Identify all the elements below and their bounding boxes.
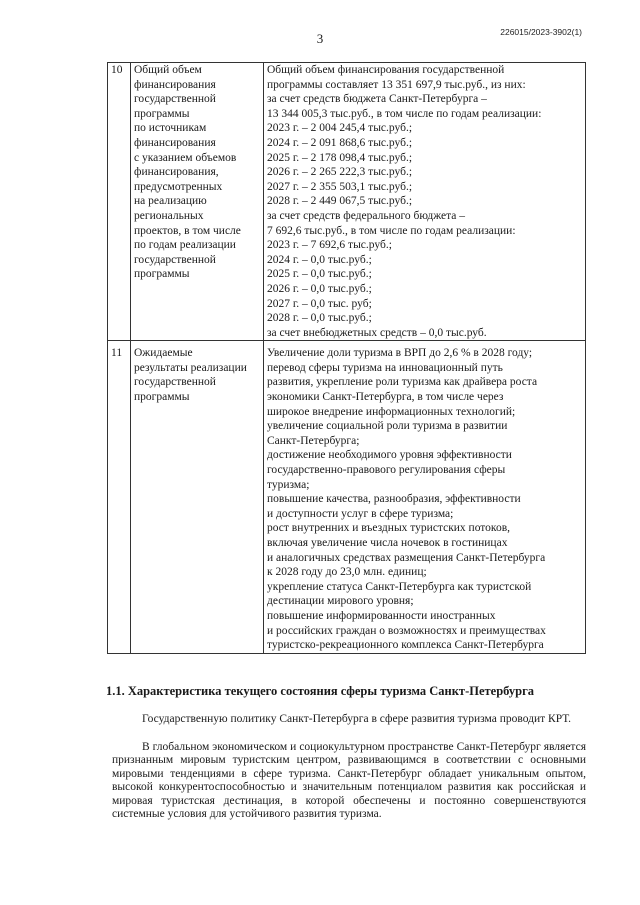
parameter-name-line: Ожидаемые (134, 347, 193, 360)
page-number: 3 (316, 31, 324, 46)
parameter-value-line: туристско-рекреационного комплекса Санкт-Петербурга (267, 639, 544, 652)
parameter-value-line: 2028 г. – 0,0 тыс.руб.; (267, 312, 372, 325)
document-registration-number: 226015/2023-3902(1) (500, 27, 582, 37)
parameter-name-line: Общий объем (134, 64, 202, 76)
parameter-name-line: финансирования (134, 78, 216, 91)
table-row (108, 341, 586, 653)
parameter-name-line: проектов, в том числе (134, 224, 241, 237)
parameter-name-line: финансирования, (134, 166, 219, 179)
parameter-value-line: перевод сферы туризма на инновационный путь (267, 361, 503, 374)
parameter-name-line: программы (134, 107, 190, 120)
parameter-value-line: за счет средств бюджета Санкт-Петербурга – (267, 93, 487, 106)
parameter-name-line: предусмотренных (134, 180, 223, 193)
parameter-value-line: Общий объем финансирования государственной (267, 64, 505, 76)
parameter-name-line: финансирования (134, 136, 216, 149)
parameter-value-cell (264, 341, 586, 653)
paragraph-2-text: В глобальном экономическом и социокультурном пространстве Санкт-Петербург является признанным мировым туристским центром, развивающимся в соответствии с основными мировыми тенденциями в сфере туризма. Санкт-Петербург обладает уникальным опытом, высокой конкурентоспособностью и значительным потенциалом развития как российская и мировая туристская дестинация, в которой обеспечены и постоянно совершенствуются системные условия для устойчивого развития туризма. (112, 741, 586, 821)
parameter-value-line: туризма; (267, 478, 310, 491)
table-row (108, 63, 586, 341)
parameter-value-line: 2025 г. – 2 178 098,4 тыс.руб.; (267, 151, 413, 164)
parameter-value-line: дестинации мирового уровня; (267, 595, 414, 608)
parameter-name-line: региональных (134, 209, 204, 222)
parameter-name-line: по годам реализации (134, 239, 236, 252)
passport-table-body (108, 63, 586, 654)
parameter-value-line: повышение информированности иностранных (267, 609, 496, 622)
parameter-value-line: включая увеличение числа ночевок в гостиницах (267, 537, 508, 549)
parameter-value-line: и российских граждан о возможностях и преимуществах (267, 624, 546, 637)
parameter-value-line: 2023 г. – 2 004 245,4 тыс.руб.; (267, 122, 413, 135)
parameter-name-line: программы (134, 268, 190, 281)
parameter-name-line: государственной (134, 376, 216, 389)
parameter-value-line: 2026 г. – 2 265 222,3 тыс.руб.; (267, 166, 413, 179)
parameter-value-line: развития, укрепление роли туризма как драйвера роста (267, 376, 538, 389)
parameter-value-line: программы составляет 13 351 697,9 тыс.руб., из них: (267, 78, 526, 91)
parameter-value-line: рост внутренних и въездных туристских потоков, (267, 522, 510, 535)
parameter-value-line: широкое внедрение информационных технологий; (267, 405, 516, 418)
section-title: 1.1. Характеристика текущего состояния сферы туризма Санкт-Петербурга (105, 684, 535, 698)
parameter-value-line: 2025 г. – 0,0 тыс.руб.; (267, 268, 372, 281)
parameter-name-line: государственной (134, 93, 216, 106)
parameter-name-line: программы (134, 391, 190, 404)
parameter-name-line: на реализацию (134, 195, 207, 208)
parameter-value-line: экономики Санкт-Петербурга, в том числе через (267, 391, 504, 404)
passport-table (107, 62, 586, 654)
parameter-value-line: 13 344 005,3 тыс.руб., в том числе по годам реализации: (267, 107, 542, 120)
parameter-value-line: 2027 г. – 0,0 тыс. руб; (267, 297, 372, 310)
paragraph-1 (112, 713, 586, 726)
parameter-value-line: и аналогичных средствах размещения Санкт-Петербурга (267, 551, 546, 564)
parameter-value-line: 2023 г. – 7 692,6 тыс.руб.; (267, 239, 392, 252)
parameter-value-line: Санкт-Петербурга; (267, 434, 360, 447)
parameter-value-line: укрепление статуса Санкт-Петербурга как туристской (267, 580, 532, 593)
parameter-value-line: 2024 г. – 0,0 тыс.руб.; (267, 253, 372, 266)
parameter-value-line: 2028 г. – 2 449 067,5 тыс.руб.; (267, 195, 413, 208)
parameter-value-line: 2026 г. – 0,0 тыс.руб.; (267, 282, 372, 295)
parameter-value-line: повышение качества, разнообразия, эффективности (267, 493, 521, 506)
parameter-value-line: достижение необходимого уровня эффективности (267, 449, 512, 462)
parameter-value-line: за счет внебюджетных средств – 0,0 тыс.руб. (267, 326, 487, 339)
parameter-value-line: государственно-правового регулирования сферы (267, 464, 506, 477)
parameter-value-line: 7 692,6 тыс.руб., в том числе по годам реализации: (267, 224, 516, 237)
parameter-value-line: Увеличение доли туризма в ВРП до 2,6 % в 2028 году; (267, 347, 533, 360)
parameter-value-cell (264, 63, 586, 341)
row-number-cell: 11 (108, 341, 131, 653)
parameter-value-line: увеличение социальной роли туризма в развитии (267, 420, 508, 433)
parameter-value-line: за счет средств федерального бюджета – (267, 209, 466, 222)
parameter-name-cell (131, 341, 264, 653)
paragraph-1-text: Государственную политику Санкт-Петербурга в сфере развития туризма проводит КРТ. (142, 713, 572, 725)
parameter-name-line: государственной (134, 253, 216, 266)
parameter-name-cell (131, 63, 264, 341)
parameter-name-line: по источникам (134, 122, 207, 135)
paragraph-2 (112, 741, 586, 821)
parameter-name-line: с указанием объемов (134, 151, 237, 164)
parameter-value-line: 2027 г. – 2 355 503,1 тыс.руб.; (267, 180, 413, 193)
parameter-value-line: 2024 г. – 2 091 868,6 тыс.руб.; (267, 136, 413, 149)
row-number-cell: 10 (108, 63, 131, 341)
parameter-value-line: и доступности услуг в сфере туризма; (267, 507, 454, 520)
parameter-value-line: к 2028 году до 23,0 млн. единиц; (267, 566, 427, 579)
parameter-name-line: результаты реализации (134, 361, 247, 374)
